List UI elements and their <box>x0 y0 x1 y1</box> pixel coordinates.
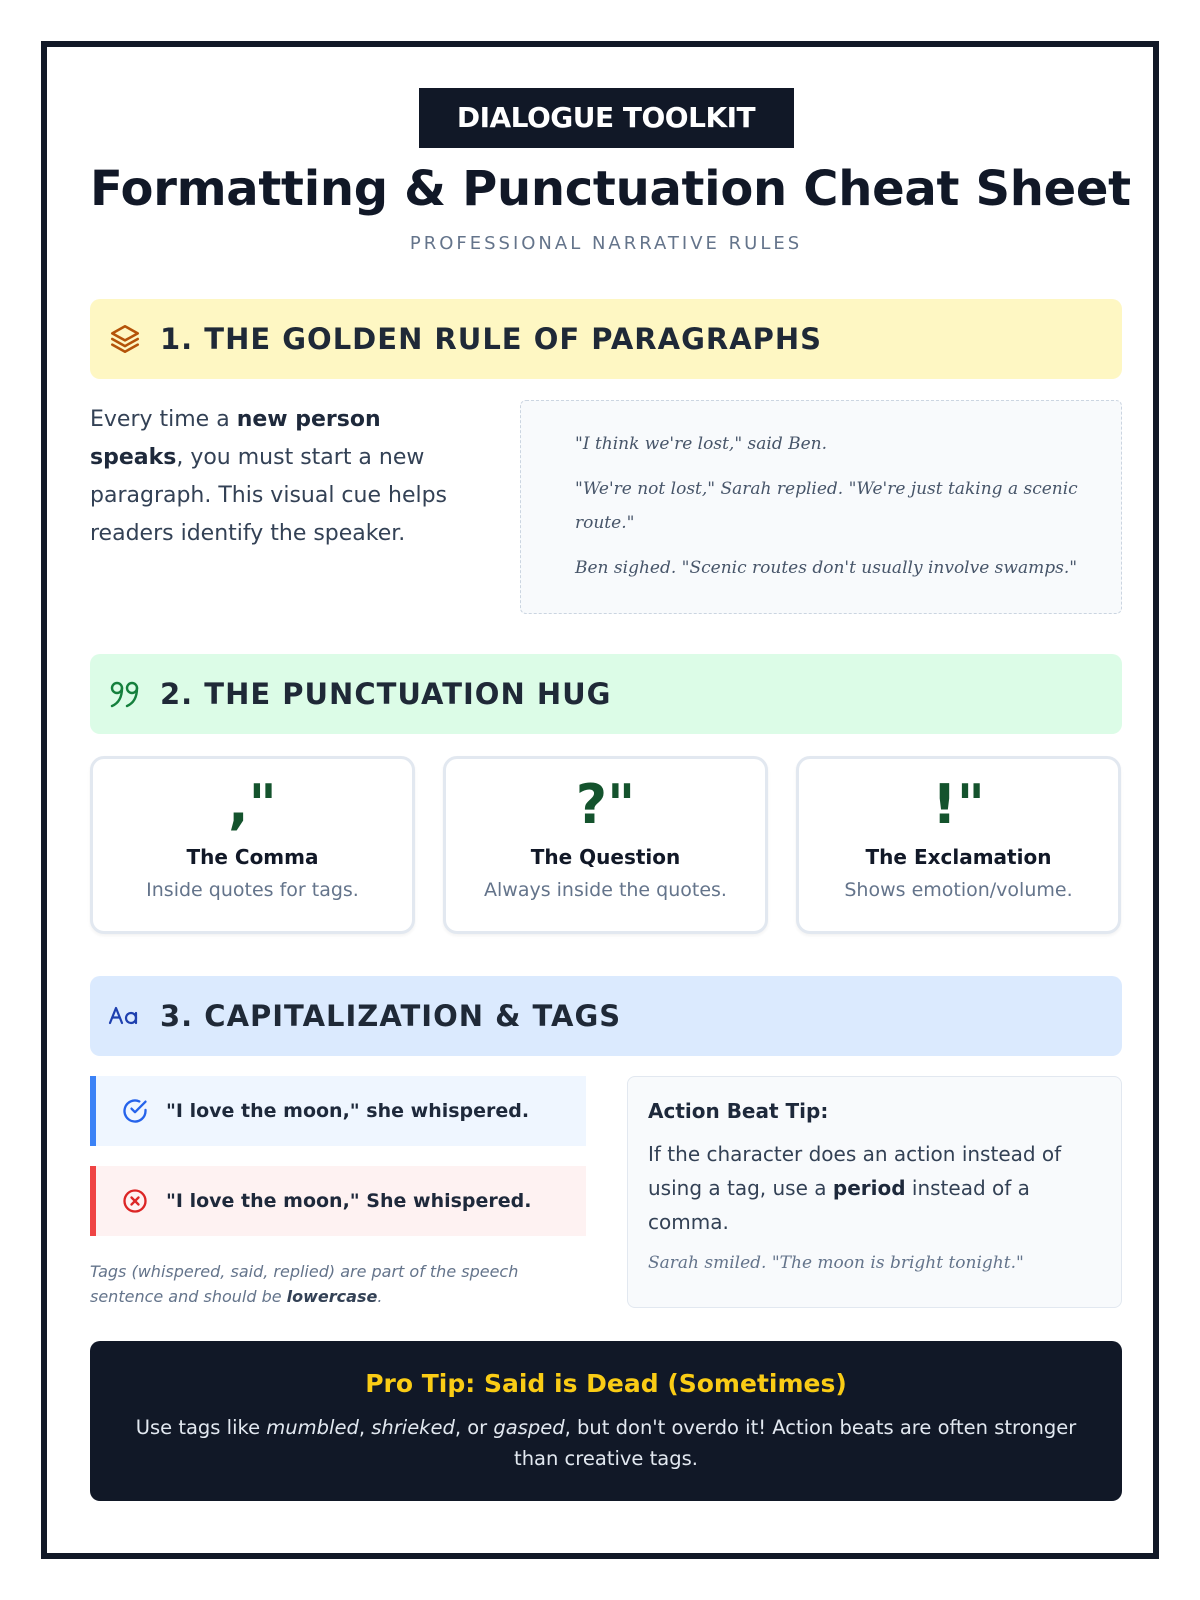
card-desc: Always inside the quotes. <box>484 879 727 901</box>
punctuation-card-exclamation <box>796 756 1121 934</box>
card-name: The Comma <box>186 845 319 869</box>
pro-tip-part: , <box>358 1416 372 1439</box>
cheat-sheet <box>41 41 1159 1559</box>
tip-body-part: instead of a comma. <box>648 1176 1030 1234</box>
section-heading: 1. THE GOLDEN RULE OF PARAGRAPHS <box>160 322 823 356</box>
rule-text-part: , you must start a new paragraph. This visual cue helps readers identify the speaker. <box>90 445 448 546</box>
check-circle-icon <box>120 1096 150 1126</box>
page-title: Formatting & Punctuation Cheat Sheet <box>90 161 1131 217</box>
x-circle-icon <box>120 1186 150 1216</box>
section-header-capitalization <box>90 976 1122 1056</box>
example-line: "We're not lost," Sarah replied. "We're just taking a scenic route." <box>575 479 1078 533</box>
card-desc: Shows emotion/volume. <box>844 879 1073 901</box>
section-heading: 2. THE PUNCTUATION HUG <box>160 677 612 711</box>
tip-title: Action Beat Tip: <box>648 1099 829 1123</box>
dialogue-example-box <box>520 400 1122 614</box>
tip-body-part: If the character does an action instead of using a tag, use a <box>648 1142 1062 1200</box>
rule-text-part: Every time a <box>90 407 237 432</box>
card-desc: Inside quotes for tags. <box>146 879 359 901</box>
rule-text-bold: new person speaks <box>90 407 381 470</box>
card-glyph: ?" <box>575 773 636 836</box>
note-bold: lowercase <box>286 1287 378 1306</box>
pro-tip-part: Use tags like <box>135 1416 267 1439</box>
tip-example: Sarah smiled. "The moon is bright tonight." <box>648 1253 1024 1273</box>
pro-tip-title: Pro Tip: Said is Dead (Sometimes) <box>365 1369 847 1398</box>
section-header-punctuation <box>90 654 1122 734</box>
action-beat-tip <box>627 1076 1122 1308</box>
correct-example-text: "I love the moon," she whispered. <box>166 1100 530 1122</box>
incorrect-example-text: "I love the moon," She whispered. <box>166 1190 532 1212</box>
punctuation-card-question <box>443 756 768 934</box>
pro-tip-word: mumbled <box>266 1416 359 1439</box>
punctuation-card-comma <box>90 756 415 934</box>
card-glyph: ," <box>228 773 277 836</box>
incorrect-example <box>90 1166 586 1236</box>
text-case-icon <box>108 999 142 1033</box>
quote-icon <box>108 677 142 711</box>
note-part: Tags (whispered, said, replied) are part of the speech sentence and should be <box>90 1262 519 1306</box>
tip-body <box>648 1137 1101 1239</box>
section-header-paragraphs <box>90 299 1122 379</box>
toolkit-badge: DIALOGUE TOOLKIT <box>419 88 794 148</box>
pro-tip-word: shrieked <box>371 1416 455 1439</box>
pro-tip-part: , but don't overdo it! Action beats are often stronger than creative tags. <box>514 1416 1077 1470</box>
note-part: . <box>377 1287 383 1306</box>
pro-tip-word: gasped <box>493 1416 565 1439</box>
correct-example <box>90 1076 586 1146</box>
example-line: Ben sighed. "Scenic routes don't usually involve swamps." <box>575 558 1078 578</box>
section-heading: 3. CAPITALIZATION & TAGS <box>160 999 622 1033</box>
example-line: "I think we're lost," said Ben. <box>575 434 828 454</box>
card-name: The Question <box>530 845 681 869</box>
page-subtitle: PROFESSIONAL NARRATIVE RULES <box>409 233 803 254</box>
card-glyph: !" <box>932 773 985 836</box>
pro-tip-body <box>126 1412 1086 1474</box>
paragraph-rule-text <box>90 401 470 553</box>
lowercase-note <box>90 1259 590 1309</box>
pro-tip-part: , or <box>454 1416 494 1439</box>
tip-body-bold: period <box>832 1176 906 1200</box>
pro-tip-banner <box>90 1341 1122 1501</box>
badge-wrap <box>90 88 1122 148</box>
card-name: The Exclamation <box>865 845 1052 869</box>
layers-icon <box>108 322 142 356</box>
